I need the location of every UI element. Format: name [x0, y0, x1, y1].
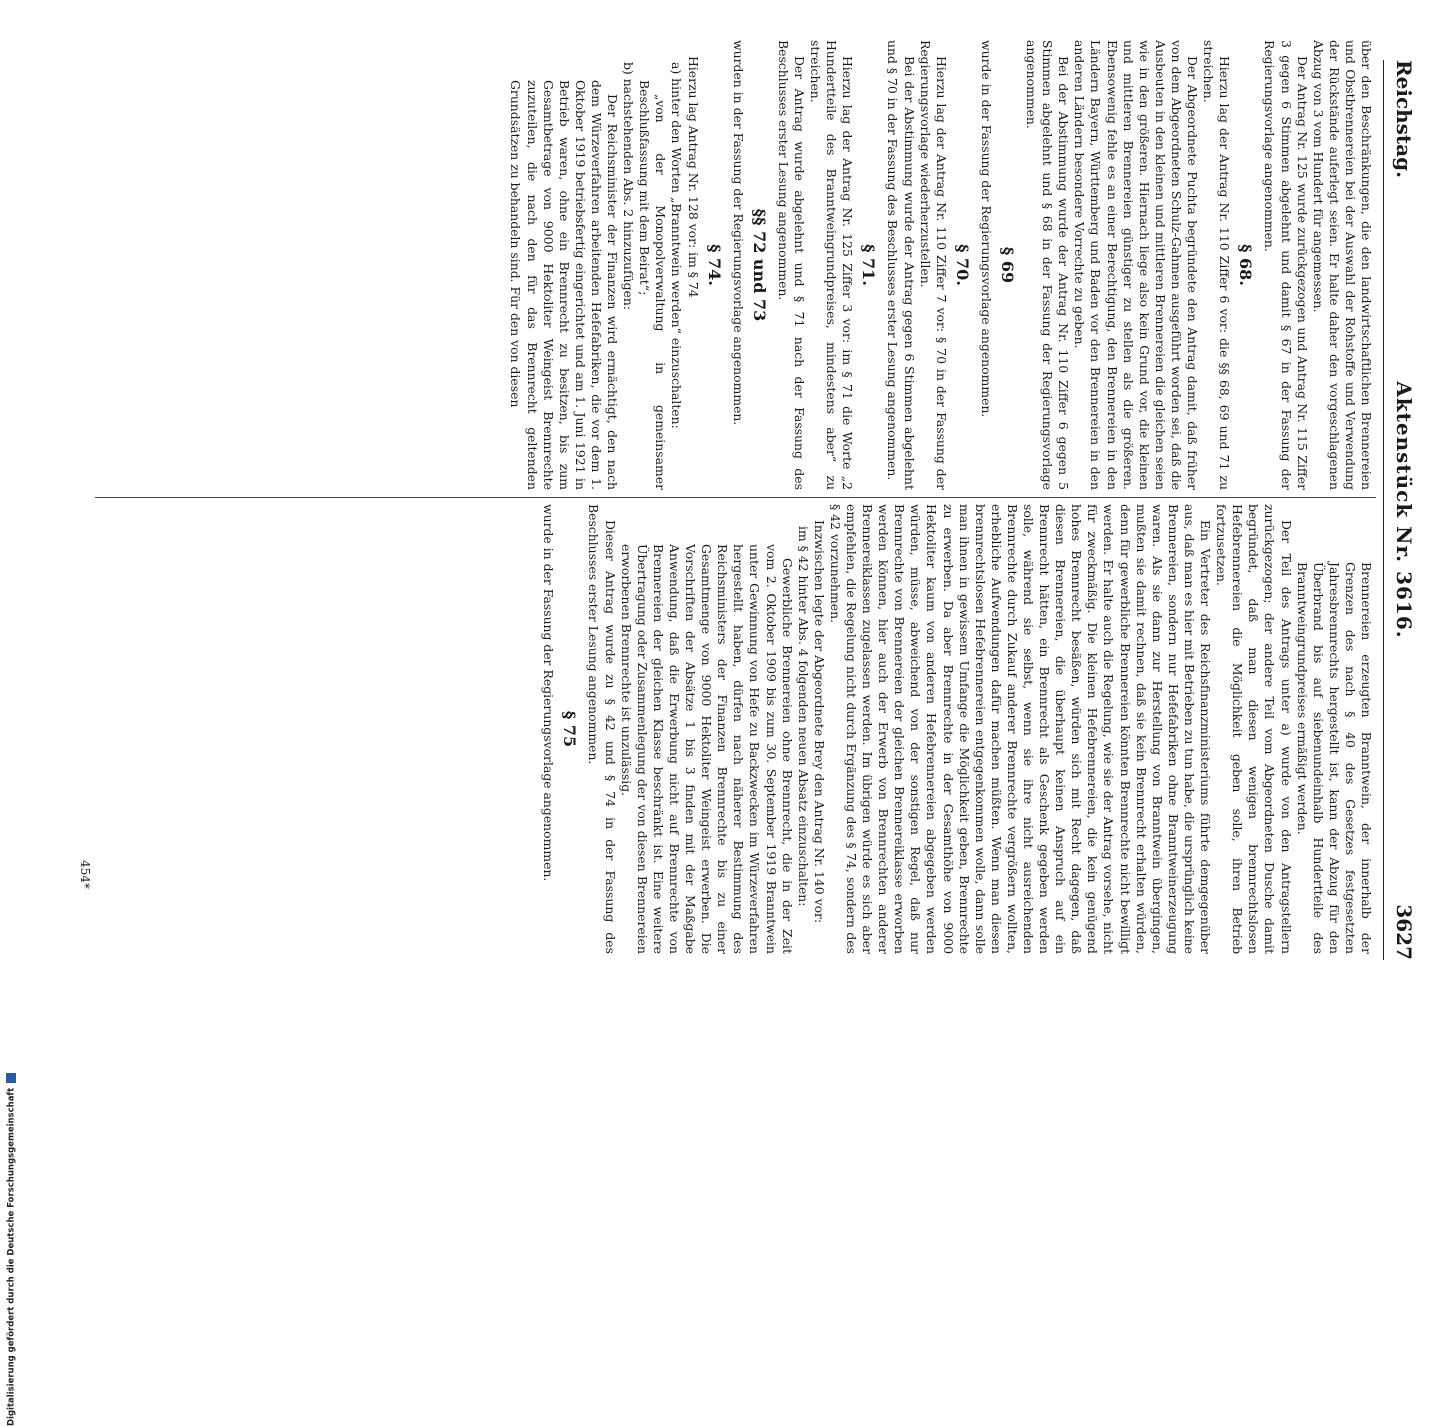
- paragraph: Hierzu lag Antrag Nr. 128 vor: im § 74: [685, 56, 701, 298]
- credit-text: Digitalisierung gefördert durch die Deutsche Forschungsgemeinschaft: [6, 1087, 17, 1426]
- paragraph: Dieser Antrag wurde zu § 42 und § 74 in der Fassung des Beschlusses erster Lesung angenommen.: [586, 504, 618, 954]
- page-header: [1386, 60, 1416, 960]
- section-heading: § 68.: [1236, 244, 1256, 286]
- paragraph: Ein Vertreter des Reichsfinanzministeriums führte demgegenüber aus, daß man es hier mit Betrieben zu tun habe, die ursprünglich keine Brennereien, sondern nur Hefefabriken ohne Branntweinerzeugung waren. Als sie dann zur Herstellung von Branntwein übergingen, mußten sie damit rechnen, daß sie kein Brennrecht erhalten würden, denn für gewerbliche Brennereien könnten Brennrechte nicht bewilligt werden. Er halte auch die Regelung, wie sie der Antrag vorsehe, nicht für zweckmäßig. Die kleinen Hefebrennereien, die kein genügend hohes Brennrecht besäßen, würden sich mit Recht dagegen, daß diesen Brennereien, die überhaupt keinen Anspruch auf ein Brennrecht hätten, ein Brennrecht als Geschenk gegeben werden solle, während sie selbst, wenn sie ihre nicht ausreichenden Brennrechte durch Zukauf anderer Brennrechte vergrößern wollten, erhebliche Aufwendungen dafür machen müßten. Wenn man diesen brennrechtslosen Hefebrennereien entgegenkommen wolle, dann solle man ihnen in gewissem Umfange die Möglichkeit geben, Brennrechte zu erwerben. Da aber Brennrechte in der Gesamthöhe von 9000 Hektoliter kaum von anderen Hefebrennereien abgegeben werden würden, müsse, abweichend von der sonstigen Regel, daß nur Brennrechte von Brennereien der gleichen Brennereiklasse erworben werden können, hier auch der Erwerb von Brennrechten anderer Brennereiklassen zugelassen werden. Im übrigen würde es sich aber empfehlen, die Regelung nicht durch Ergänzung des § 74, sondern des § 42 vorzunehmen.: [827, 504, 1214, 954]
- paragraph: a) hinter den Worten „Branntwein werden“ einzuschalten:: [669, 62, 685, 429]
- paragraph: im § 42 hinter Abs. 4 folgenden neuen Absatz einzuschalten:: [795, 526, 811, 907]
- section-heading: §§ 72 und 73: [749, 208, 769, 322]
- dfg-logo-icon: [6, 1073, 16, 1083]
- paragraph: b) nachstehenden Abs. 2 hinzuzufügen:: [621, 62, 637, 311]
- paragraph: Inzwischen legte der Abgeordnete Brey den Antrag Nr. 140 vor:: [811, 520, 827, 924]
- paragraph: Brennereien erzeugten Branntwein, der innerhalb der Grenzen des nach § 40 des Gesetzes festgesetzten Jahresbrennrechts hergestellt ist, kann der Abzug für den Überbrand bis auf siebenundeinhalb Hundertteile des Branntweingrundpreises ermäßigt werden.: [1294, 562, 1374, 954]
- left-column: [95, 40, 1374, 490]
- right-column: [95, 504, 1374, 954]
- section-heading: § 70.: [952, 244, 972, 286]
- paragraph: Hierzu lag der Antrag Nr. 110 Ziffer 6 vor: die §§ 68, 69 und 71 zu streichen.: [1201, 40, 1233, 490]
- paragraph: Der Antrag wurde abgelehnt und § 71 nach der Fassung des Beschlusses erster Lesung angenommen.: [775, 40, 807, 490]
- paragraph: Bei der Abstimmung wurde der Antrag gegen 6 Stimmen abgelehnt und § 70 in der Fassung des Beschlusses erster Lesung angenommen.: [885, 40, 917, 490]
- paragraph: Hierzu lag der Antrag Nr. 125 Ziffer 3 vor: im § 71 die Worte „2 Hundertteile des Branntweingrundpreises, mindestens aber“ zu streichen.: [808, 40, 856, 490]
- paragraph: Hierzu lag der Antrag Nr. 110 Ziffer 7 vor: § 70 in der Fassung der Regierungsvorlage wiederherzustellen.: [917, 40, 949, 490]
- paragraph: Der Reichsminister der Finanzen wird ermächtigt, den nach dem Würzeverfahren arbeitenden Hefefabriken, die vor dem 1. Oktober 1919 betriebsfertig eingerichtet und am 1. Juni 1921 in Betrieb waren, ohne ein Brennrecht zu besitzen, bis zum Gesamtbetrage von 9000 Hektoliter Weingeist Brennrechte zuzuteilen, die nach den für das Brennrecht geltenden Grundsätzen zu behandeln sind. Für den von diesen: [508, 80, 621, 490]
- paragraph: „von der Monopolverwaltung in gemeinsamer Beschlußfassung mit dem Beirat“;: [637, 80, 669, 490]
- section-heading: § 69: [998, 246, 1018, 284]
- digitization-credit: [6, 1073, 17, 1426]
- paragraph: über den Beschränkungen, die den landwirtschaftlichen Brennereien und Obstbrennereien bei der Auswahl der Rohstoffe und Verwendung der Rückstände auferlegt seien. Er halte daher den vorgeschlagenen Abzug von 3 vom Hundert für angemessen.: [1310, 40, 1374, 490]
- paragraph: Gewerbliche Brennereien ohne Brennrecht, die in der Zeit vom 2. Oktober 1909 bis zum 30. September 1919 Branntwein unter Gewinnung von Hefe zu Backzwecken im Würzeverfahren hergestellt haben, dürfen nach näherer Bestimmung des Reichsministers der Finanzen Brennrechte bis zu einer Gesamtmenge von 9000 Hektoliter Weingeist erwerben. Die Vorschriften der Absätze 1 bis 3 finden mit der Maßgabe Anwendung, daß die Erwerbung nicht auf Brennrechte von Brennereien der gleichen Klasse beschränkt ist. Eine weitere Übertragung oder Zusammenlegung der von diesen Brennereien erworbenen Brennrechte ist unzulässig.: [618, 544, 795, 954]
- paragraph: wurden in der Fassung der Regierungsvorlage angenommen.: [730, 40, 746, 426]
- paragraph: Der Abgeordnete Puchta begründete den Antrag damit, daß früher von dem Abgeordneten Schulz-Gahmen ausgeführt worden sei, daß die Ausbeuten in den kleinen und mittleren Brennereien die gleichen seien wie in den größeren. Hiernach liege also kein Grund vor, die kleinen und mittleren Brennereien günstiger zu stellen als die größeren. Ebensowenig fehle es an einer Berechtigung, den Brennereien in den Ländern Bayern, Württemberg und Baden vor den Brennereien in den anderen Ländern besondere Vorrechte zu geben.: [1072, 40, 1201, 490]
- section-heading: § 71.: [859, 244, 879, 286]
- header-title: Aktenstück Nr. 3616.: [1392, 381, 1416, 639]
- paragraph: wurde in der Fassung der Regierungsvorlage angenommen.: [978, 40, 994, 418]
- paragraph: Bei der Abstimmung wurde der Antrag Nr. 110 Ziffer 6 gegen 5 Stimmen abgelehnt und § 68 in der Fassung der Regierungsvorlage angenommen.: [1024, 40, 1072, 490]
- column-separator: [95, 497, 1376, 498]
- paragraph: Der Teil des Antrags unter a) wurde von den Antragstellern zurückgezogen; der andere Teil vom Abgeordneten Dusche damit begründet, daß man diesen wenigen brennrechtslosen Hefebrennereien die Möglichkeit geben solle, ihren Betrieb fortzusetzen.: [1214, 504, 1294, 954]
- paragraph: wurde in der Fassung der Regierungsvorlage angenommen.: [541, 504, 557, 882]
- header-left: Reichstag.: [1392, 60, 1416, 179]
- paragraph: Der Antrag Nr. 125 wurde zurückgezogen und Antrag Nr. 115 Ziffer 3 gegen 6 Stimmen abgelehnt und damit § 67 in der Fassung der Regierungsvorlage angenommen.: [1262, 40, 1310, 490]
- section-heading: § 75: [560, 710, 580, 748]
- header-rule: [1383, 60, 1384, 960]
- header-page-number: 3627: [1392, 904, 1416, 960]
- section-heading: § 74.: [704, 244, 724, 286]
- folio-number: 454*: [78, 860, 92, 889]
